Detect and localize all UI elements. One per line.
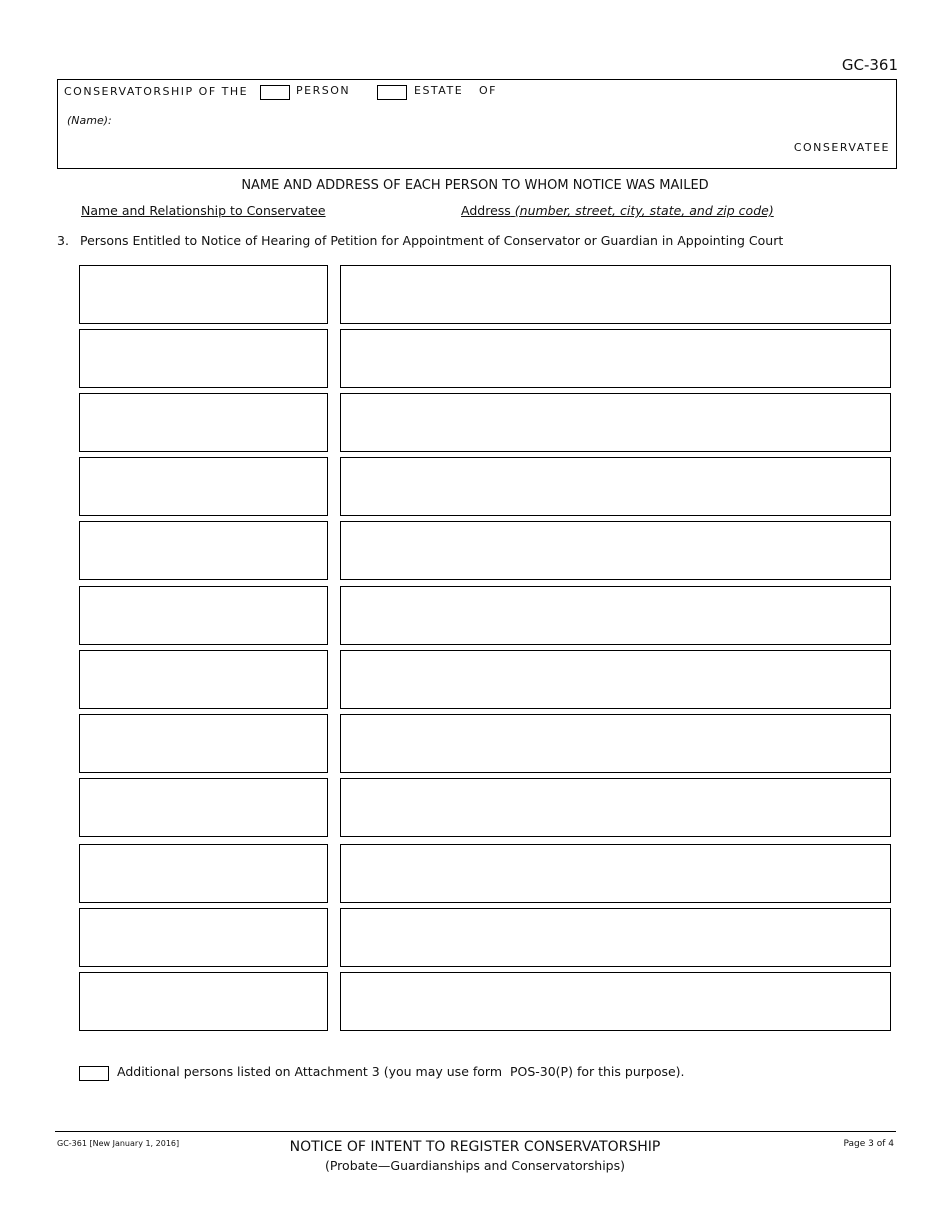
person-name-field[interactable]: [79, 265, 328, 324]
person-name-field[interactable]: [79, 329, 328, 388]
person-name-field[interactable]: [79, 586, 328, 645]
item-3-text: Persons Entitled to Notice of Hearing of Petition for Appointment of Conservator or Guardian in Appointing Court: [80, 233, 784, 248]
person-name-field[interactable]: [79, 457, 328, 516]
conservatee-label: CONSERVATEE: [793, 141, 890, 154]
footer-subtitle: (Probate—Guardianships and Conservatorships): [324, 1158, 625, 1173]
conservatee-name-input[interactable]: [120, 110, 824, 132]
col-address-label: Address: [461, 203, 511, 218]
person-address-field[interactable]: [340, 908, 891, 967]
estate-label: ESTATE: [414, 84, 464, 97]
footer-title: NOTICE OF INTENT TO REGISTER CONSERVATORSHIP: [289, 1139, 661, 1155]
person-address-field[interactable]: [340, 972, 891, 1031]
col-name-header: Name and Relationship to Conservatee: [81, 203, 326, 218]
col-address-header: [461, 203, 774, 218]
person-name-field[interactable]: [79, 778, 328, 837]
footer-page: Page 3 of 4: [843, 1139, 894, 1149]
person-checkbox[interactable]: [260, 85, 290, 100]
person-address-field[interactable]: [340, 586, 891, 645]
person-name-field[interactable]: [79, 393, 328, 452]
person-name-field[interactable]: [79, 972, 328, 1031]
form-number: GC-361: [841, 56, 898, 74]
person-address-field[interactable]: [340, 521, 891, 580]
additional-persons-label: Additional persons listed on Attachment 3 (you may use form POS-30(P) for this purpose).: [117, 1064, 685, 1079]
person-address-field[interactable]: [340, 329, 891, 388]
person-name-field[interactable]: [79, 844, 328, 903]
person-name-field[interactable]: [79, 650, 328, 709]
person-name-field[interactable]: [79, 908, 328, 967]
person-label: PERSON: [296, 84, 351, 97]
person-address-field[interactable]: [340, 265, 891, 324]
footer-divider: [55, 1131, 896, 1132]
person-address-field[interactable]: [340, 844, 891, 903]
person-address-field[interactable]: [340, 714, 891, 773]
person-address-field[interactable]: [340, 457, 891, 516]
caption-label: CONSERVATORSHIP OF THE: [64, 85, 249, 98]
person-name-field[interactable]: [79, 714, 328, 773]
person-address-field[interactable]: [340, 778, 891, 837]
footer-form-id: GC-361 [New January 1, 2016]: [57, 1139, 180, 1148]
person-address-field[interactable]: [340, 393, 891, 452]
estate-checkbox[interactable]: [377, 85, 407, 100]
additional-persons-checkbox[interactable]: [79, 1066, 109, 1081]
item-3-number: 3.: [57, 233, 69, 248]
name-label: (Name):: [67, 114, 112, 127]
person-address-field[interactable]: [340, 650, 891, 709]
section-title: NAME AND ADDRESS OF EACH PERSON TO WHOM NOTICE WAS MAILED: [241, 178, 709, 193]
of-label: OF: [479, 84, 497, 97]
col-address-hint: (number, street, city, state, and zip code): [514, 203, 774, 218]
person-name-field[interactable]: [79, 521, 328, 580]
